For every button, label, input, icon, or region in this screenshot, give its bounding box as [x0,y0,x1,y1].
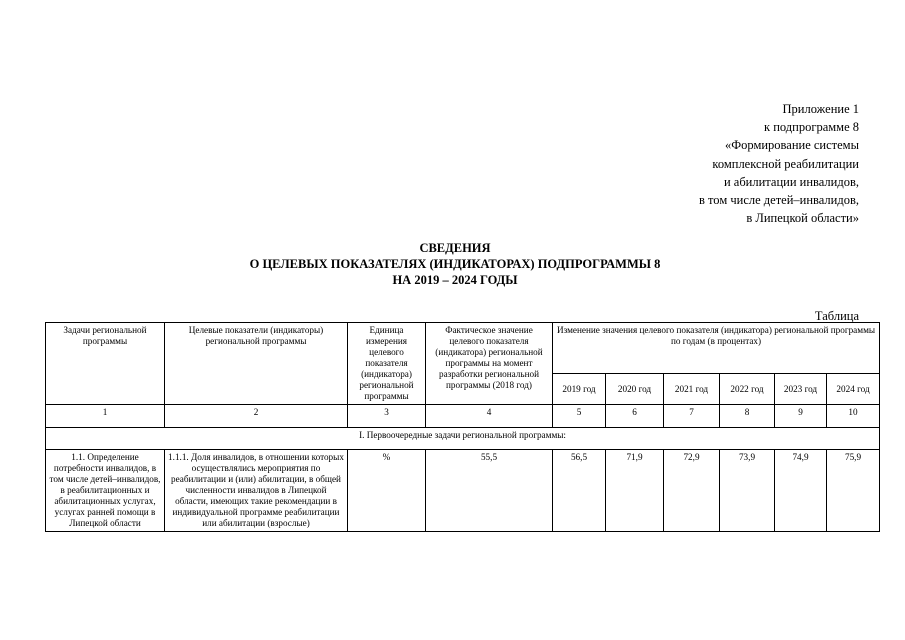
header-actual-value: Фактическое значение целевого показателя (индикатора) региональной программы на момент разработки региональной программы (2018 год) [426,323,553,405]
heading-line-3: НА 2019 – 2024 ГОДЫ [392,273,518,287]
indicator-cell: 1.1.1. Доля инвалидов, в отношении которых осуществлялись мероприятия по реабилитации и (или) абилитации, в общей численности инвалидов в Липецкой области, имеющих такие рекомендации в индивидуальной программе реабилитации или абилитации (взрослые) [165,450,348,532]
year-value-cell: 72,9 [664,450,720,532]
year-value-cell: 73,9 [720,450,775,532]
header-year: 2021 год [664,374,720,405]
task-cell: 1.1. Определение потребности инвалидов, в том числе детей–инвалидов, в реабилитационных и абилитационных услугах, услугах ранней помощи в Липецкой области [46,450,165,532]
appendix-line: и абилитации инвалидов, [723,174,859,189]
section-row [46,428,880,450]
table-caption: Таблица [814,309,859,323]
unit-cell: % [348,450,426,532]
column-number: 8 [720,405,775,428]
header-year: 2019 год [553,374,606,405]
table-row [46,450,880,532]
appendix-line: комплексной реабилитации [712,156,859,171]
column-number: 2 [165,405,348,428]
appendix-line: Приложение 1 [782,102,859,116]
column-number: 1 [46,405,165,428]
document-heading [0,240,905,288]
header-unit: Единица измерения целевого показателя (индикатора) региональной программы [348,323,426,405]
actual-value-cell: 55,5 [426,450,553,532]
column-number: 3 [348,405,426,428]
column-number: 4 [426,405,553,428]
appendix-line: в Липецкой области» [746,211,859,226]
header-change-by-year: Изменение значения целевого показателя (индикатора) региональной программы по годам (в процентах) [553,323,880,374]
header-year: 2023 год [775,374,827,405]
column-number: 7 [664,405,720,428]
appendix-line: к подпрограмме 8 [764,120,859,135]
year-value-cell: 56,5 [553,450,606,532]
appendix-block [699,100,859,227]
header-tasks: Задачи региональной программы [46,323,165,405]
column-number: 5 [553,405,606,428]
heading-line-2: О ЦЕЛЕВЫХ ПОКАЗАТЕЛЯХ (ИНДИКАТОРАХ) ПОДПРОГРАММЫ 8 [249,257,661,271]
header-year: 2020 год [606,374,664,405]
column-number: 10 [827,405,880,428]
heading-line-1: СВЕДЕНИЯ [419,241,491,255]
column-number: 6 [606,405,664,428]
appendix-line: «Формирование системы [725,138,859,153]
year-value-cell: 75,9 [827,450,880,532]
header-year: 2022 год [720,374,775,405]
header-row [46,323,880,374]
header-indicators: Целевые показатели (индикаторы) региональной программы [165,323,348,405]
year-value-cell: 71,9 [606,450,664,532]
year-value-cell: 74,9 [775,450,827,532]
column-numbers-row [46,405,880,428]
column-number: 9 [775,405,827,428]
section-title: I. Первоочередные задачи региональной программы: [46,428,880,450]
appendix-line: в том числе детей–инвалидов, [698,193,859,208]
header-year: 2024 год [827,374,880,405]
indicators-table [45,322,880,532]
